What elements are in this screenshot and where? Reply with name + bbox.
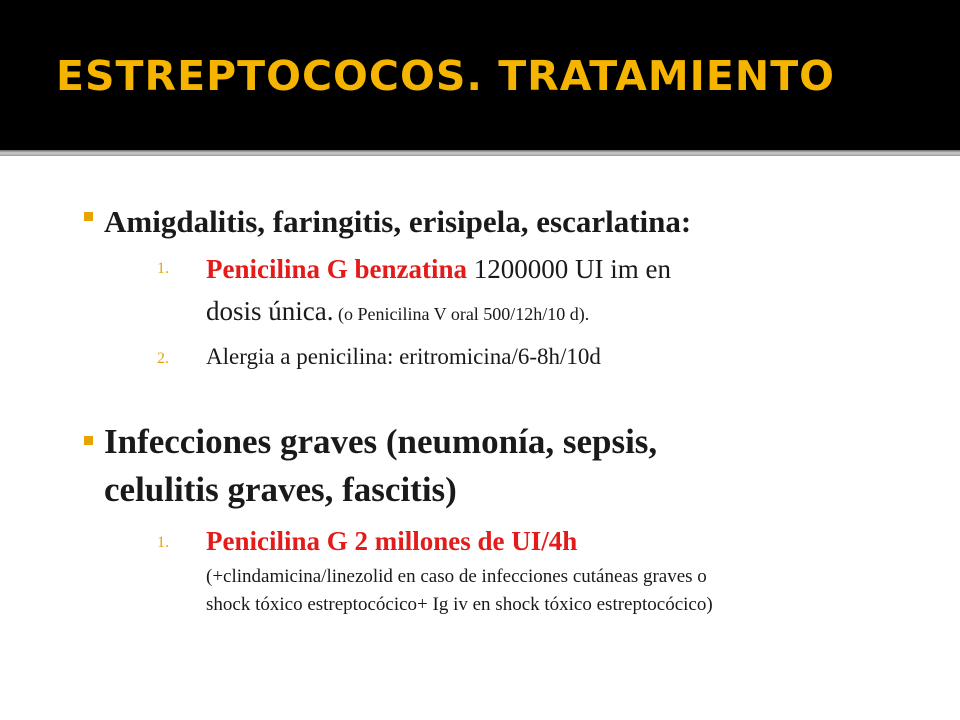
section2-heading-line2: celulitis graves, fascitis): [104, 470, 457, 509]
section1-item1-number: 1.: [157, 260, 169, 277]
square-bullet-icon: [84, 212, 93, 221]
section2-item1-number: 1.: [157, 534, 169, 551]
section2-item1-note-line2: shock tóxico estreptocócico+ Ig iv en shock tóxico estreptocócico): [206, 594, 713, 615]
section1-item1-note: (o Penicilina V oral 500/12h/10 d).: [333, 304, 590, 324]
section2-item1-drug: Penicilina G 2 millones de UI/4h: [206, 526, 578, 556]
section1-heading: Amigdalitis, faringitis, erisipela, escarlatina:: [104, 204, 692, 239]
title-bar: [0, 0, 960, 152]
section1-item1-text: 1200000 UI im en: [467, 254, 671, 284]
section1-item1-line2: [206, 296, 589, 327]
section1-item1-line1: [206, 254, 671, 285]
section1-item1-line2-text: dosis única.: [206, 296, 334, 326]
section1-item1-drug: Penicilina G benzatina: [206, 254, 468, 284]
section2-heading-line1: Infecciones graves (neumonía, sepsis,: [104, 422, 658, 461]
section2-item1-note-line1: (+clindamicina/linezolid en caso de infecciones cutáneas graves o: [206, 566, 707, 587]
slide-content: [0, 156, 960, 720]
square-bullet-icon: [84, 436, 93, 445]
section1-item2-number: 2.: [157, 350, 169, 367]
section1-item2-text: Alergia a penicilina: eritromicina/6-8h/10d: [206, 344, 601, 369]
slide-title: ESTREPTOCOCOS. TRATAMIENTO: [56, 52, 836, 100]
